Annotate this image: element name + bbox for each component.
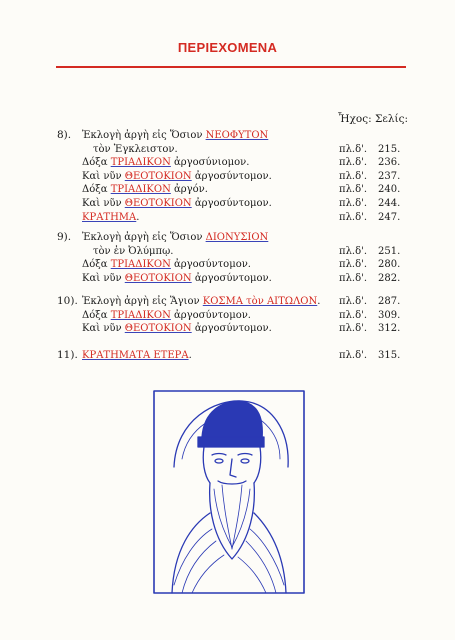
- entry-mode: πλ.δ'.: [339, 323, 368, 335]
- entry-text: [82, 309, 251, 322]
- entry-text-suffix: .: [317, 296, 321, 307]
- entry-text-prefix: τὸν Ἐγκλειστον.: [93, 143, 178, 155]
- entry-highlight: ΔΙΟΝΥΣΙΟΝ: [205, 232, 269, 243]
- entry-text: [82, 272, 272, 285]
- entry-text: [82, 349, 192, 362]
- entry-highlight: ΝΕΟΦΥΤΟΝ: [205, 130, 269, 141]
- toc-line: [0, 143, 455, 156]
- entry-page-number: 247.: [378, 211, 401, 223]
- entry-highlight: ΘΕΟΤΟΚΙΟΝ: [124, 198, 192, 209]
- entry-mode: πλ.δ'.: [339, 157, 368, 169]
- entry-highlight: ΤΡΙΑΔΙΚΟΝ: [110, 157, 171, 169]
- entry-page-number: 240.: [378, 184, 401, 196]
- entry-highlight: ΤΡΙΑΔΙΚΟΝ: [110, 259, 171, 271]
- entry-page-number: 215.: [378, 143, 401, 155]
- entry-page-number: 237.: [378, 170, 401, 182]
- saint-portrait-icon: [152, 389, 306, 595]
- entry-highlight: ΤΡΙΑΔΙΚΟΝ: [110, 309, 171, 321]
- entry-mode: πλ.δ'.: [339, 350, 368, 361]
- entry-highlight: ΘΕΟΤΟΚΙΟΝ: [124, 323, 192, 335]
- toc-line: [0, 231, 455, 244]
- entry-text-suffix: ἀργοσύντομον.: [191, 272, 272, 284]
- toc-line: [0, 183, 455, 196]
- entry-text-suffix: ἀργόν.: [170, 184, 208, 196]
- entry-text: [82, 231, 268, 244]
- entry-text-suffix: ἀργοσύνιομον.: [170, 157, 250, 169]
- entry-page-number: 236.: [378, 157, 401, 169]
- toc-line: [0, 211, 455, 224]
- column-header-page: Σελίς:: [375, 113, 409, 125]
- entry-text: [82, 322, 272, 335]
- entry-page-number: 280.: [378, 259, 401, 271]
- entry-page-number: 315.: [378, 350, 401, 361]
- entry-text: [82, 211, 139, 224]
- entry-mode: πλ.δ'.: [339, 184, 368, 196]
- entry-text-prefix: Δόξα: [82, 184, 111, 196]
- entry-number: 9).: [57, 231, 72, 243]
- toc-line: [0, 245, 455, 258]
- entry-text-prefix: τὸν ἐν Ὀλύμπῳ.: [93, 245, 174, 257]
- entry-text: [82, 183, 208, 196]
- toc-line: [0, 197, 455, 210]
- entry-text: [82, 156, 249, 169]
- entry-text-prefix: Δόξα: [82, 309, 111, 321]
- entry-text-suffix: ἀργοσύντομον.: [191, 198, 272, 209]
- entry-number: 10).: [57, 295, 78, 307]
- toc-line: [0, 129, 455, 142]
- entry-mode: πλ.δ'.: [339, 198, 368, 209]
- toc-line: [0, 322, 455, 335]
- entry-highlight: ΚΡΑΤΗΜΑ: [82, 211, 137, 223]
- entry-text-prefix: Καὶ νῦν: [82, 323, 125, 335]
- entry-text-suffix: ἀργοσύντομον.: [191, 170, 272, 182]
- entry-text: [82, 258, 251, 271]
- entry-text-prefix: Καὶ νῦν: [82, 170, 125, 182]
- entry-mode: πλ.δ'.: [339, 170, 368, 182]
- entry-mode: πλ.δ'.: [339, 245, 368, 257]
- entry-text-suffix: ἀργοσύντομον.: [191, 323, 272, 335]
- entry-text: [82, 170, 272, 183]
- entry-mode: πλ.δ'.: [339, 211, 368, 223]
- entry-page-number: 244.: [378, 198, 401, 209]
- entry-number: 8).: [57, 129, 72, 141]
- entry-text: [82, 129, 268, 142]
- entry-highlight: ΚΡΑΤΗΜΑΤΑ ΕΤΕΡΑ: [82, 350, 189, 361]
- toc-line: [0, 272, 455, 285]
- entry-highlight: ΤΡΙΑΔΙΚΟΝ: [110, 184, 171, 196]
- entry-text-prefix: Δόξα: [82, 157, 111, 169]
- entry-page-number: 312.: [378, 323, 401, 335]
- entry-text-suffix: .: [136, 211, 140, 223]
- entry-text-suffix: .: [188, 350, 192, 361]
- entry-text-prefix: Ἐκλογὴ ἀργὴ εἰς Ἅγιον: [82, 296, 203, 307]
- entry-text-prefix: Καὶ νῦν: [82, 272, 125, 284]
- entry-text-suffix: ἀργοσύντομον.: [170, 309, 251, 321]
- toc-line: [0, 349, 455, 362]
- entry-mode: πλ.δ'.: [339, 296, 368, 307]
- entry-mode: πλ.δ'.: [339, 309, 368, 321]
- toc-line: [0, 170, 455, 183]
- entry-page-number: 282.: [378, 272, 401, 284]
- entry-highlight: ΘΕΟΤΟΚΙΟΝ: [124, 272, 192, 284]
- entry-text: [82, 197, 272, 210]
- title-rule: [56, 66, 406, 68]
- entry-text: [93, 143, 178, 156]
- entry-text-prefix: Ἐκλογὴ ἀργὴ εἰς Ὅσιον: [82, 232, 206, 243]
- entry-text-suffix: ἀργοσύντομον.: [170, 259, 251, 271]
- page-title: ΠΕΡΙΕΧΟΜΕΝΑ: [177, 40, 278, 55]
- entry-number: 11).: [57, 349, 78, 361]
- entry-text-prefix: Καὶ νῦν: [82, 198, 125, 209]
- column-header-mode: Ἦχος:: [338, 113, 372, 125]
- saint-portrait-drawing: [152, 389, 306, 595]
- entry-page-number: 251.: [378, 245, 401, 257]
- entry-highlight: ΚΟΣΜΑ τὸν ΑΙΤΩΛΟΝ: [202, 296, 318, 307]
- entry-text-prefix: Δόξα: [82, 259, 111, 271]
- toc-line: [0, 295, 455, 308]
- toc-line: [0, 309, 455, 322]
- toc-line: [0, 258, 455, 271]
- toc-line: [0, 156, 455, 169]
- entry-mode: πλ.δ'.: [339, 143, 368, 155]
- entry-text: [93, 245, 173, 258]
- entry-page-number: 309.: [378, 309, 401, 321]
- entry-mode: πλ.δ'.: [339, 259, 368, 271]
- entry-text-prefix: Ἐκλογὴ ἀργὴ εἰς Ὅσιον: [82, 130, 206, 141]
- entry-text: [82, 295, 320, 308]
- entry-mode: πλ.δ'.: [339, 272, 368, 284]
- entry-page-number: 287.: [378, 296, 401, 307]
- entry-highlight: ΘΕΟΤΟΚΙΟΝ: [124, 170, 192, 182]
